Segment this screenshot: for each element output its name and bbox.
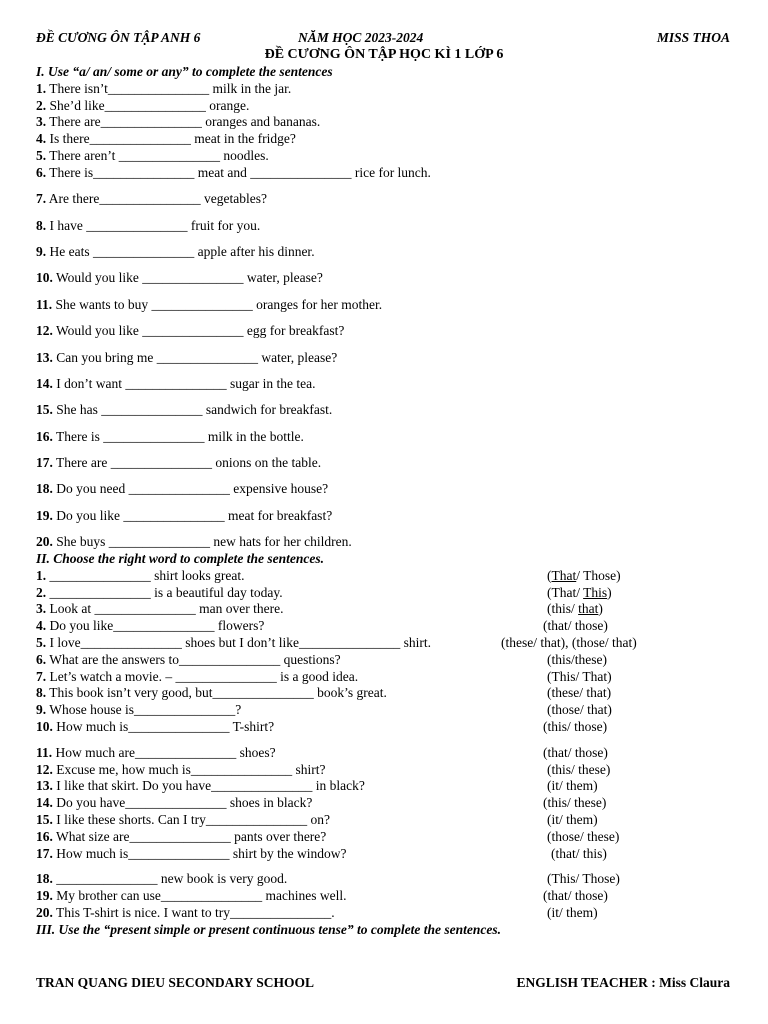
underlined-option: that <box>578 601 599 617</box>
choice-item <box>36 585 736 602</box>
answer-options <box>547 762 610 779</box>
exercise-item <box>36 350 736 367</box>
answer-options <box>543 618 608 635</box>
exercise-text: There aren’t _______________ noodles. <box>46 147 269 163</box>
exercise-item <box>36 297 736 314</box>
answer-options <box>547 568 621 585</box>
choice-item <box>36 762 736 779</box>
exercise-item <box>36 376 736 393</box>
section-1-heading: I. Use “a/ an/ some or any” to complete the sentences <box>36 64 333 79</box>
exercise-text: Do you like _______________ meat for breakfast? <box>52 507 333 523</box>
option-text: (that/ those) <box>543 744 608 760</box>
exercise-number: 15. <box>36 402 53 418</box>
choice-item <box>36 888 736 905</box>
option-text: (this/ these) <box>543 795 607 811</box>
exercise-number: 2. <box>36 97 47 113</box>
exercise-text: He eats _______________ apple after his dinner. <box>46 243 315 259</box>
exercise-number: 16. <box>36 428 53 444</box>
exercise-text: What are the answers to_______________ questions? <box>46 651 341 667</box>
exercise-item <box>36 165 736 182</box>
exercise-text: Is there_______________ meat in the fridge? <box>46 131 296 147</box>
exercise-item <box>36 81 736 98</box>
document-title: ĐỀ CƯƠNG ÔN TẬP HỌC KÌ 1 LỚP 6 <box>264 47 504 62</box>
exercise-number: 5. <box>36 635 47 651</box>
exercise-text: How much are_______________ shoes? <box>52 744 276 760</box>
choice-item <box>36 778 736 795</box>
exercise-text: There is _______________ milk in the bottle. <box>52 428 304 444</box>
exercise-number: 12. <box>36 761 53 777</box>
choice-item <box>36 871 736 888</box>
exercise-item <box>36 429 736 446</box>
exercise-number: 12. <box>36 323 53 339</box>
exercise-number: 14. <box>36 795 53 811</box>
exercise-number: 4. <box>36 618 47 634</box>
exercise-item <box>36 481 736 498</box>
exercise-item <box>36 98 736 115</box>
answer-options <box>547 778 598 795</box>
choice-item <box>36 702 736 719</box>
exercise-number: 1. <box>36 80 47 96</box>
exercise-item <box>36 114 736 131</box>
exercise-number: 9. <box>36 243 47 259</box>
exercise-text: Can you bring me _______________ water, please? <box>52 349 338 365</box>
exercise-text: My brother can use_______________ machines well. <box>52 888 347 904</box>
option-text: (this/these) <box>547 651 607 667</box>
answer-options <box>547 652 607 669</box>
underlined-option: That <box>551 567 577 583</box>
exercise-text: Would you like _______________ egg for breakfast? <box>52 323 345 339</box>
answer-options <box>547 829 619 846</box>
option-text: (those/ that) <box>547 702 612 718</box>
exercise-item <box>36 323 736 340</box>
exercise-number: 1. <box>36 567 47 583</box>
answer-options <box>547 669 612 686</box>
answer-options <box>543 745 608 762</box>
exercise-item <box>36 148 736 165</box>
exercise-number: 7. <box>36 191 47 207</box>
option-text: ( <box>547 567 552 583</box>
choice-item <box>36 568 736 585</box>
exercise-text: I have _______________ fruit for you. <box>46 217 261 233</box>
answer-options <box>547 905 598 922</box>
worksheet-body <box>36 64 736 939</box>
exercise-number: 10. <box>36 719 53 735</box>
answer-options <box>547 585 612 602</box>
exercise-text: Let’s watch a movie. – _______________ is a good idea. <box>46 668 359 684</box>
exercise-number: 14. <box>36 375 53 391</box>
exercise-number: 4. <box>36 131 47 147</box>
exercise-text: Are there_______________ vegetables? <box>46 191 267 207</box>
exercise-number: 17. <box>36 455 53 471</box>
header-course-title: ĐỀ CƯƠNG ÔN TẬP ANH 6 <box>36 30 201 45</box>
exercise-number: 9. <box>36 702 47 718</box>
exercise-text: Look at _______________ man over there. <box>46 601 284 617</box>
option-text: (This/ Those) <box>547 871 620 887</box>
exercise-text: There are _______________ onions on the table. <box>52 455 322 471</box>
exercise-number: 15. <box>36 812 53 827</box>
footer-school: TRAN QUANG DIEU SECONDARY SCHOOL <box>36 975 315 990</box>
exercise-number: 7. <box>36 668 47 684</box>
exercise-number: 5. <box>36 147 47 163</box>
exercise-text: She buys _______________ new hats for her children. <box>52 534 352 550</box>
page-header <box>36 30 730 48</box>
exercise-item <box>36 402 736 419</box>
exercise-number: 20. <box>36 534 53 550</box>
exercise-text: _______________ is a beautiful day today. <box>46 584 283 600</box>
exercise-number: 19. <box>36 888 53 904</box>
choice-item <box>36 685 736 702</box>
answer-options <box>547 702 612 719</box>
answer-options <box>547 871 620 888</box>
option-text: (This/ That) <box>547 668 612 684</box>
option-text: (That/ <box>547 584 584 600</box>
exercise-text: There are_______________ oranges and bananas. <box>46 114 321 130</box>
option-text: (it/ them) <box>547 812 598 827</box>
exercise-text: Would you like _______________ water, please? <box>52 270 323 286</box>
spacer <box>36 736 736 745</box>
section-2-exercises <box>36 568 736 922</box>
option-text: / Those) <box>576 567 621 583</box>
option-text: ) <box>607 584 612 600</box>
choice-item <box>36 719 736 736</box>
answer-options <box>543 719 607 736</box>
option-text: (it/ them) <box>547 778 598 794</box>
choice-item <box>36 618 736 635</box>
exercise-number: 8. <box>36 217 47 233</box>
exercise-number: 11. <box>36 296 53 312</box>
choice-item <box>36 812 736 829</box>
exercise-item <box>36 131 736 148</box>
answer-options <box>547 812 598 829</box>
answer-options <box>547 685 611 702</box>
option-text: (this/ those) <box>543 719 608 735</box>
section-2-heading: II. Choose the right word to complete the sentences. <box>36 551 325 567</box>
choice-item <box>36 669 736 686</box>
option-text: (this/ these) <box>547 761 611 777</box>
option-text: (these/ that), (those/ that) <box>501 635 637 651</box>
exercise-text: Do you have_______________ shoes in black? <box>52 795 313 811</box>
exercise-number: 3. <box>36 114 47 130</box>
exercise-number: 6. <box>36 651 47 667</box>
exercise-number: 6. <box>36 164 47 180</box>
exercise-item <box>36 508 736 525</box>
exercise-text: _______________ shirt looks great. <box>46 567 245 583</box>
choice-item <box>36 635 736 652</box>
choice-item <box>36 795 736 812</box>
option-text: (those/ these) <box>547 828 620 844</box>
exercise-number: 2. <box>36 584 47 600</box>
option-text: ) <box>598 601 603 617</box>
exercise-item <box>36 455 736 472</box>
exercise-item <box>36 244 736 261</box>
exercise-text: Excuse me, how much is_______________ shirt? <box>52 761 326 777</box>
exercise-text: _______________ new book is very good. <box>52 871 288 887</box>
exercise-item <box>36 218 736 235</box>
spacer <box>36 862 736 871</box>
section-3-heading: III. Use the “present simple or present continuous tense” to complete the sentences. <box>36 921 502 937</box>
section-1-exercises <box>36 81 736 551</box>
choice-item <box>36 745 736 762</box>
exercise-number: 10. <box>36 270 53 286</box>
exercise-number: 20. <box>36 904 53 920</box>
exercise-text: What size are_______________ pants over there? <box>52 828 327 844</box>
exercise-number: 8. <box>36 685 47 701</box>
exercise-text: I like that skirt. Do you have_______________ in black? <box>52 778 365 794</box>
option-text: (that/ those) <box>543 618 608 634</box>
answer-options <box>501 635 637 652</box>
answer-options <box>543 888 608 905</box>
choice-item <box>36 652 736 669</box>
exercise-number: 13. <box>36 778 53 794</box>
exercise-text: She wants to buy _______________ oranges for her mother. <box>52 296 383 312</box>
exercise-number: 18. <box>36 871 53 887</box>
exercise-text: Do you like_______________ flowers? <box>46 618 265 634</box>
choice-item <box>36 601 736 618</box>
header-teacher: MISS THOA <box>656 30 730 45</box>
exercise-text: There is_______________ meat and _______________ rice for lunch. <box>46 164 431 180</box>
exercise-text: Do you need _______________ expensive house? <box>52 481 329 497</box>
footer-teacher: ENGLISH TEACHER : Miss Claura <box>516 975 730 990</box>
option-text: (it/ them) <box>547 904 598 920</box>
exercise-number: 16. <box>36 828 53 844</box>
exercise-number: 3. <box>36 601 47 617</box>
page-footer <box>36 975 730 993</box>
option-text: (that/ those) <box>543 888 608 904</box>
option-text: (this/ <box>547 601 579 617</box>
exercise-text: She’d like_______________ orange. <box>46 97 250 113</box>
choice-item <box>36 829 736 846</box>
exercise-text: Whose house is_______________? <box>46 702 242 718</box>
exercise-text: How much is_______________ T-shirt? <box>52 719 275 735</box>
choice-item <box>36 905 736 922</box>
exercise-text: How much is_______________ shirt by the window? <box>52 845 347 861</box>
exercise-item <box>36 270 736 287</box>
option-text: (these/ that) <box>547 685 612 701</box>
exercise-text: She has _______________ sandwich for breakfast. <box>52 402 333 418</box>
answer-options <box>551 846 607 863</box>
exercise-text: There isn’t_______________ milk in the jar. <box>46 80 292 96</box>
choice-item <box>36 846 736 863</box>
answer-options <box>543 795 606 812</box>
option-text: (that/ this) <box>551 845 607 861</box>
exercise-text: I love_______________ shoes but I don’t like_______________ shirt. <box>46 635 431 651</box>
exercise-text: I like these shorts. Can I try_______________ on? <box>52 812 330 827</box>
exercise-text: This T-shirt is nice. I want to try_______________. <box>52 904 335 920</box>
exercise-text: This book isn’t very good, but_______________ book’s great. <box>46 685 387 701</box>
exercise-number: 11. <box>36 744 53 760</box>
exercise-item <box>36 534 736 551</box>
exercise-text: I don’t want _______________ sugar in the tea. <box>52 375 316 391</box>
exercise-number: 18. <box>36 481 53 497</box>
answer-options <box>547 601 603 618</box>
exercise-number: 17. <box>36 845 53 861</box>
exercise-item <box>36 191 736 208</box>
underlined-option: This <box>583 584 608 600</box>
exercise-number: 13. <box>36 349 53 365</box>
exercise-number: 19. <box>36 507 53 523</box>
header-school-year: NĂM HỌC 2023-2024 <box>298 30 424 45</box>
